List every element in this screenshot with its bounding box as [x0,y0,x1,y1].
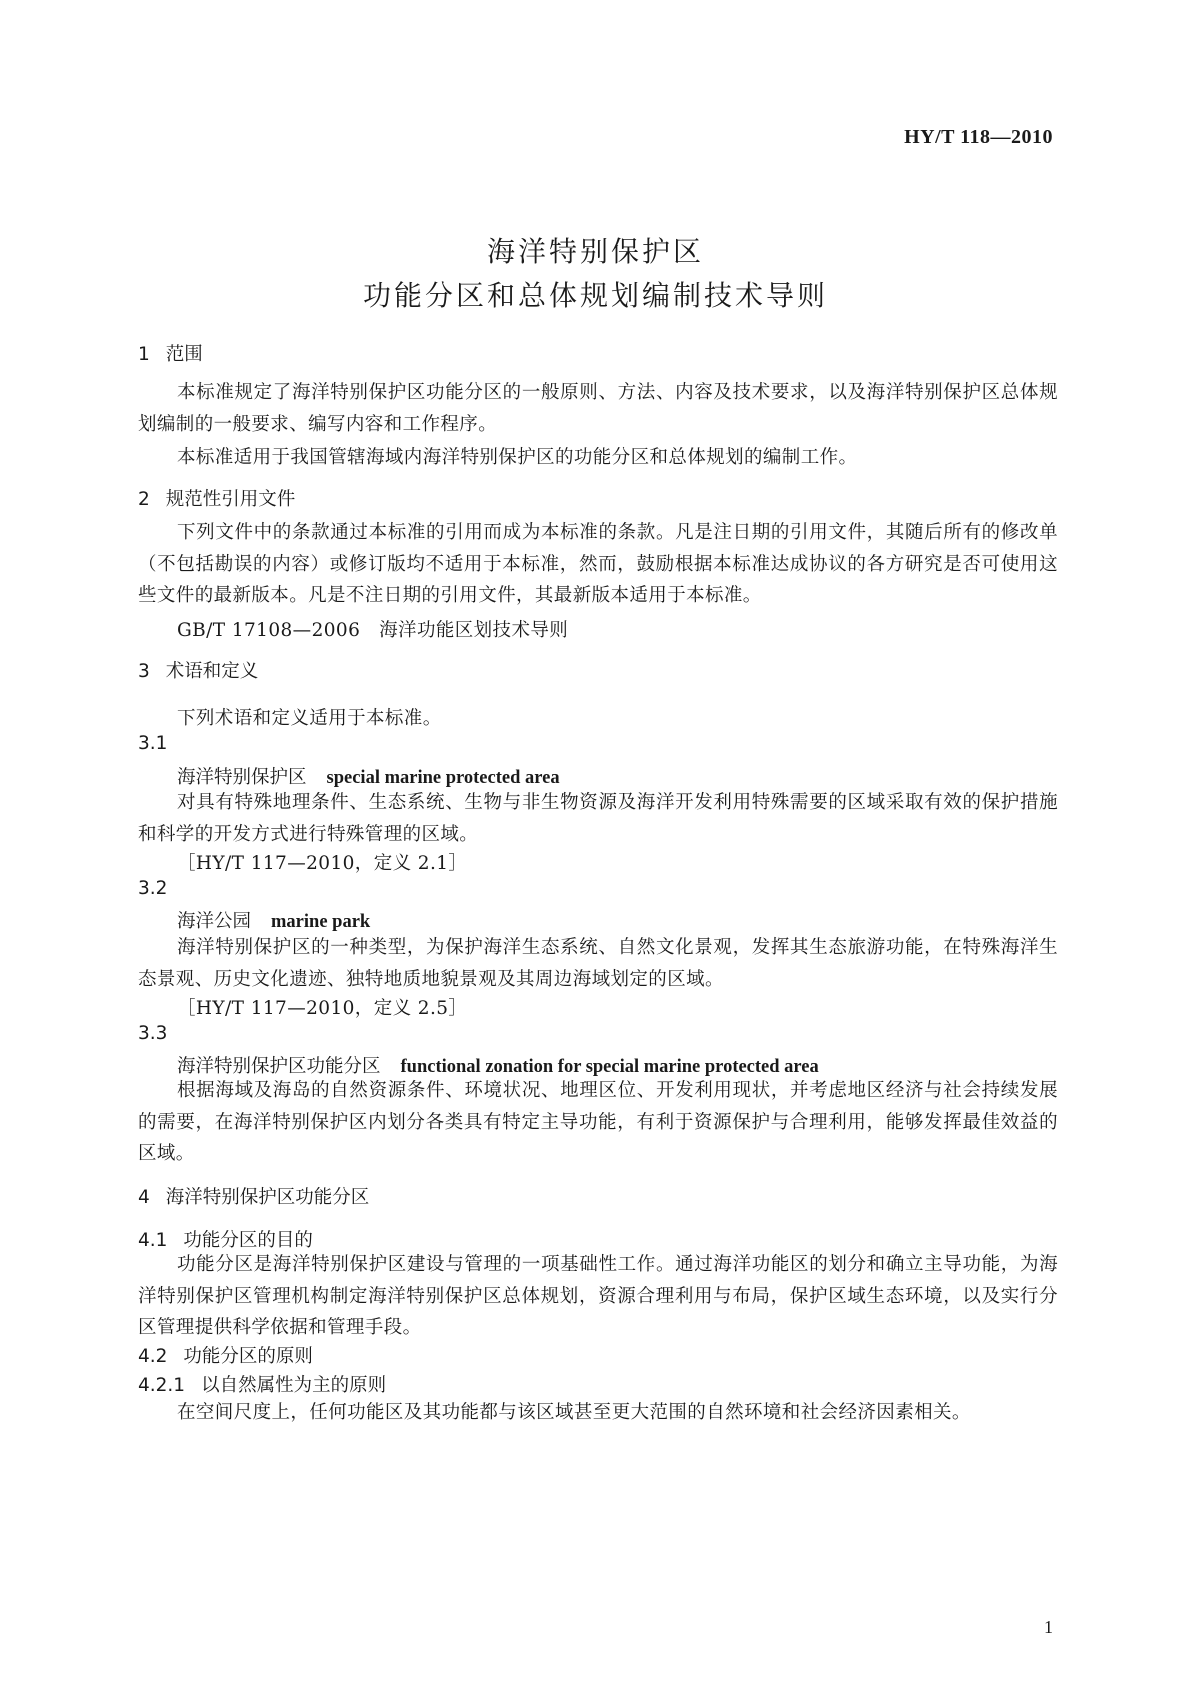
section-number: 4 [138,1187,150,1208]
normative-reference: GB/T 17108—2006 海洋功能区划技术导则 [177,620,569,641]
term-3-1 [177,763,560,789]
term-3-2-definition: 海洋特别保护区的一种类型，为保护海洋生态系统、自然文化景观，发挥其生态旅游功能，在特殊海洋生态景观、历史文化遗迹、独特地质地貌景观及其周边海域划定的区域。 [138,937,1058,990]
term-3-3-definition: 根据海域及海岛的自然资源条件、环境状况、地理区位、开发利用现状，并考虑地区经济与社会持续发展的需要，在海洋特别保护区内划分各类具有特定主导功能，有利于资源保护与合理利用，能够发挥最佳效益的区域。 [138,1080,1058,1164]
section-number: 3 [138,661,150,682]
section-4-2-1-heading [138,1371,386,1397]
section-number: 2 [138,489,150,510]
term-zh: 海洋特别保护区功能分区 [177,1056,381,1077]
section-1-paragraph-1: 本标准规定了海洋特别保护区功能分区的一般原则、方法、内容及技术要求，以及海洋特别保护区总体规划编制的一般要求、编写内容和工作程序。 [138,382,1058,435]
page-number: 1 [1044,1617,1053,1637]
section-3-intro: 下列术语和定义适用于本标准。 [177,708,442,729]
section-number: 1 [138,344,150,365]
document-title-line-2: 功能分区和总体规划编制技术导则 [362,279,828,312]
term-3-3-number: 3.3 [138,1023,168,1044]
standard-code: HY/T 118—2010 [904,126,1053,148]
term-zh: 海洋公园 [177,911,252,932]
term-en: special marine protected area [326,768,560,788]
term-3-1-definition: 对具有特殊地理条件、生态系统、生物与非生物资源及海洋开发利用特殊需要的区域采取有效的保护措施和科学的开发方式进行特殊管理的区域。 [138,792,1058,845]
section-number: 4.2 [138,1346,168,1367]
section-4-2-heading [138,1342,313,1368]
section-title: 范围 [165,344,203,365]
section-4-2-1-paragraph: 在空间尺度上，任何功能区及其功能都与该区域甚至更大范围的自然环境和社会经济因素相关。 [177,1402,971,1423]
section-title: 海洋特别保护区功能分区 [165,1187,370,1208]
section-1-paragraph-2: 本标准适用于我国管辖海域内海洋特别保护区的功能分区和总体规划的编制工作。 [177,447,858,468]
section-3-heading [138,657,258,683]
term-en: functional zonation for special marine protected area [400,1057,819,1077]
section-2-heading [138,485,295,511]
term-3-2-number: 3.2 [138,878,168,899]
document-title-line-1: 海洋特别保护区 [486,235,704,268]
section-4-heading [138,1183,369,1209]
section-title: 术语和定义 [165,661,259,682]
section-title: 功能分区的原则 [183,1346,313,1367]
term-3-1-number: 3.1 [138,733,168,754]
section-title: 功能分区的目的 [183,1230,313,1251]
section-number: 4.2.1 [138,1375,186,1396]
term-zh: 海洋特别保护区 [177,767,307,788]
term-3-1-source: ［HY/T 117—2010，定义 2.1］ [177,853,468,874]
section-4-1-paragraph: 功能分区是海洋特别保护区建设与管理的一项基础性工作。通过海洋功能区的划分和确立主导功能，为海洋特别保护区管理机构制定海洋特别保护区总体规划，资源合理利用与布局，保护区域生态环境，以及实行分区管理提供科学依据和管理手段。 [138,1254,1058,1338]
section-title: 规范性引用文件 [165,489,296,510]
section-title: 以自然属性为主的原则 [201,1375,387,1396]
section-number: 4.1 [138,1230,168,1251]
term-3-2 [177,907,370,933]
term-3-2-source: ［HY/T 117—2010，定义 2.5］ [177,998,468,1019]
section-2-paragraph-1: 下列文件中的条款通过本标准的引用而成为本标准的条款。凡是注日期的引用文件，其随后所有的修改单（不包括勘误的内容）或修订版均不适用于本标准，然而，鼓励根据本标准达成协议的各方研究是否可使用这些文件的最新版本。凡是不注日期的引用文件，其最新版本适用于本标准。 [138,522,1058,606]
term-en: marine park [271,912,371,932]
section-1-heading [138,340,203,366]
